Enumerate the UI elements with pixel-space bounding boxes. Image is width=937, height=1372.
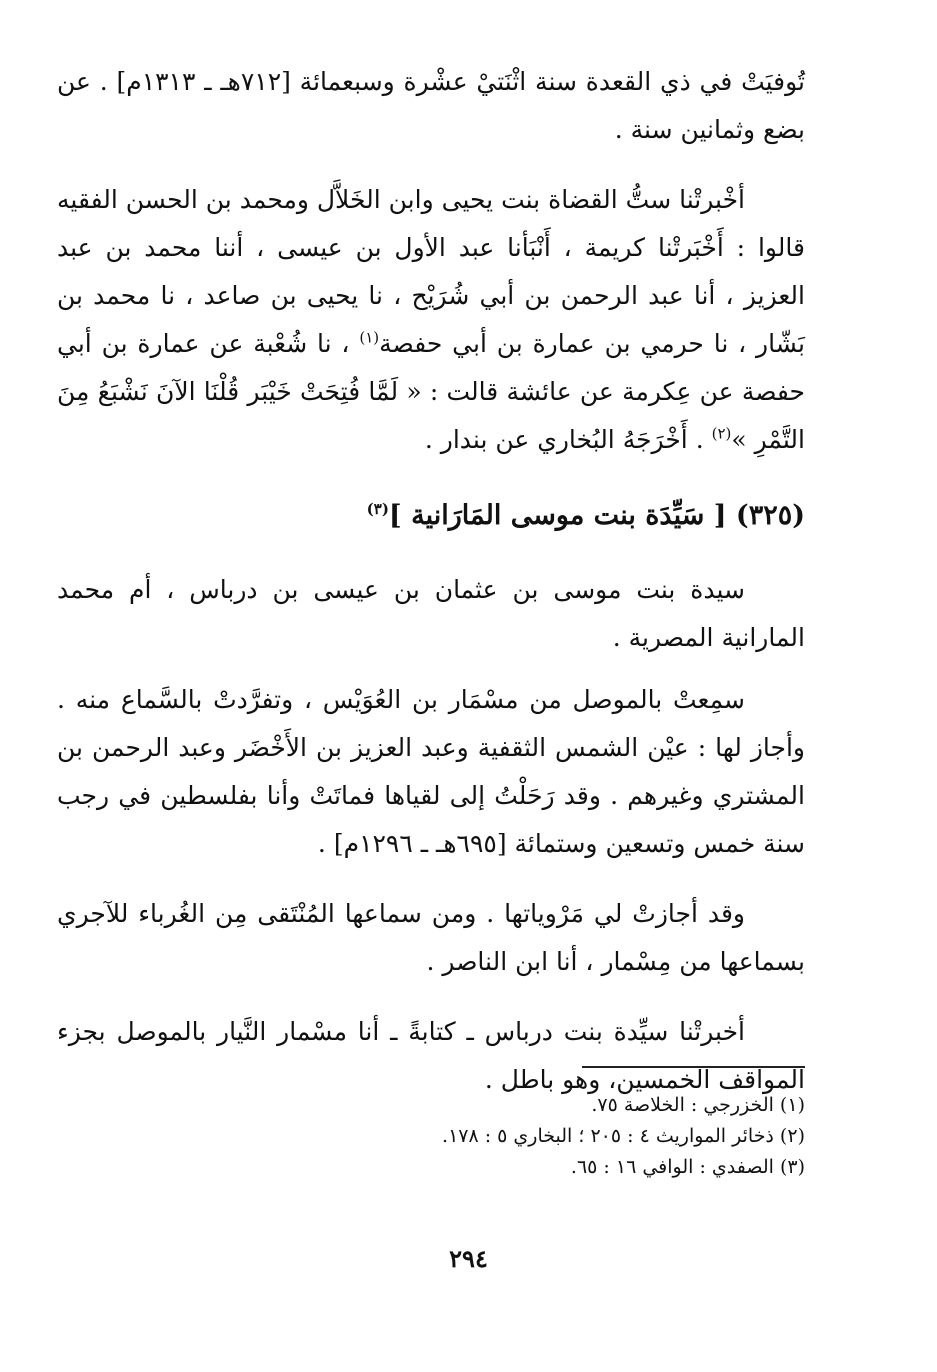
hadith-source: . أَخْرَجَهُ البُخاري عن بندار .	[424, 425, 704, 454]
entry-heading-text: (٣٢٥) [ سَيِّدَة بنت موسى المَارَانية ]	[388, 500, 805, 531]
main-text	[57, 58, 805, 1104]
paragraph-hadith-chain	[57, 176, 805, 464]
footnote-ref-2[interactable]: (٢)	[711, 424, 732, 443]
footnote-ref-3[interactable]: (٣)	[366, 500, 389, 518]
footnote-ref-1[interactable]: (١)	[359, 328, 380, 347]
footnote-divider	[582, 1066, 805, 1068]
page-number: ٢٩٤	[449, 1244, 488, 1273]
hadith-chain-text: أخْبرتْنا ستُّ القضاة بنت يحيى وابن الخَلاَّل ومحمد بن الحسن الفقيه قالوا : أَخْبَرتْنا كريمة ، أَنْبَأنا عبد الأول بن عيسى ، أننا محمد بن عبد العزيز ، أنا عبد الرحمن بن أبي شُرَيْح ، نا يحيى بن صاعد ، نا محمد بن بَشّار ، نا حرمي بن عمارة بن أبي حفصة	[57, 185, 805, 358]
paragraph-narration: أخبرتْنا سيِّدة بنت درباس ـ كتابةً ـ أنا مسْمار النَّيار بالموصل بجزء المواقف الخمسين، وهو باطل .	[57, 1017, 805, 1094]
footnote-1: (١) الخزرجي : الخلاصة ٧٥.	[591, 1094, 805, 1116]
footnote-3: (٣) الصفدي : الوافي ١٦ : ٦٥.	[570, 1156, 805, 1178]
paragraph-permission: وقد أجازتْ لي مَرْوياتها . ومن سماعها المُنْتَقى مِن الغُرباء للآجري بسماعها من مِسْمار ، أنا ابن الناصر .	[57, 899, 805, 976]
hadith-text: ، نا شُعْبة عن عمارة بن أبي حفصة عن عِكرمة عن عائشة قالت : « لَمَّا فُتِحَتْ خَيْبَر قُلْنَا الآنَ نَشْبَعُ مِنَ التَّمْرِ »	[57, 329, 805, 454]
entry-heading	[57, 488, 805, 544]
paragraph-hearing: سمِعتْ بالموصل من مسْمَار بن العُوَيْس ، وتفرَّدتْ بالسَّماع منه . وأجاز لها : عيْن الشمس الثقفية وعبد العزيز بن الأَخْضَر وعبد الرحمن بن المشتري وغيرهم . وقد رَحَلْتُ إلى لقياها فماتَتْ وأنا بفلسطين في رجب سنة خمس وتسعين وستمائة [٦٩٥هـ ـ ١٢٩٦م] .	[57, 685, 805, 858]
paragraph-biography: سيدة بنت موسى بن عثمان بن عيسى بن درباس ، أم محمد المارانية المصرية .	[57, 575, 805, 652]
paragraph-death-date: تُوفيَتْ في ذي القعدة سنة اثْنَتيْ عشْرة وسبعمائة [٧١٢هـ ـ ١٣١٣م] . عن بضع وثمانين سنة .	[57, 67, 805, 144]
footnotes	[205, 1090, 805, 1183]
footnote-2: (٢) ذخائر المواريث ٤ : ٢٠٥ ؛ البخاري ٥ : ١٧٨.	[442, 1125, 805, 1147]
